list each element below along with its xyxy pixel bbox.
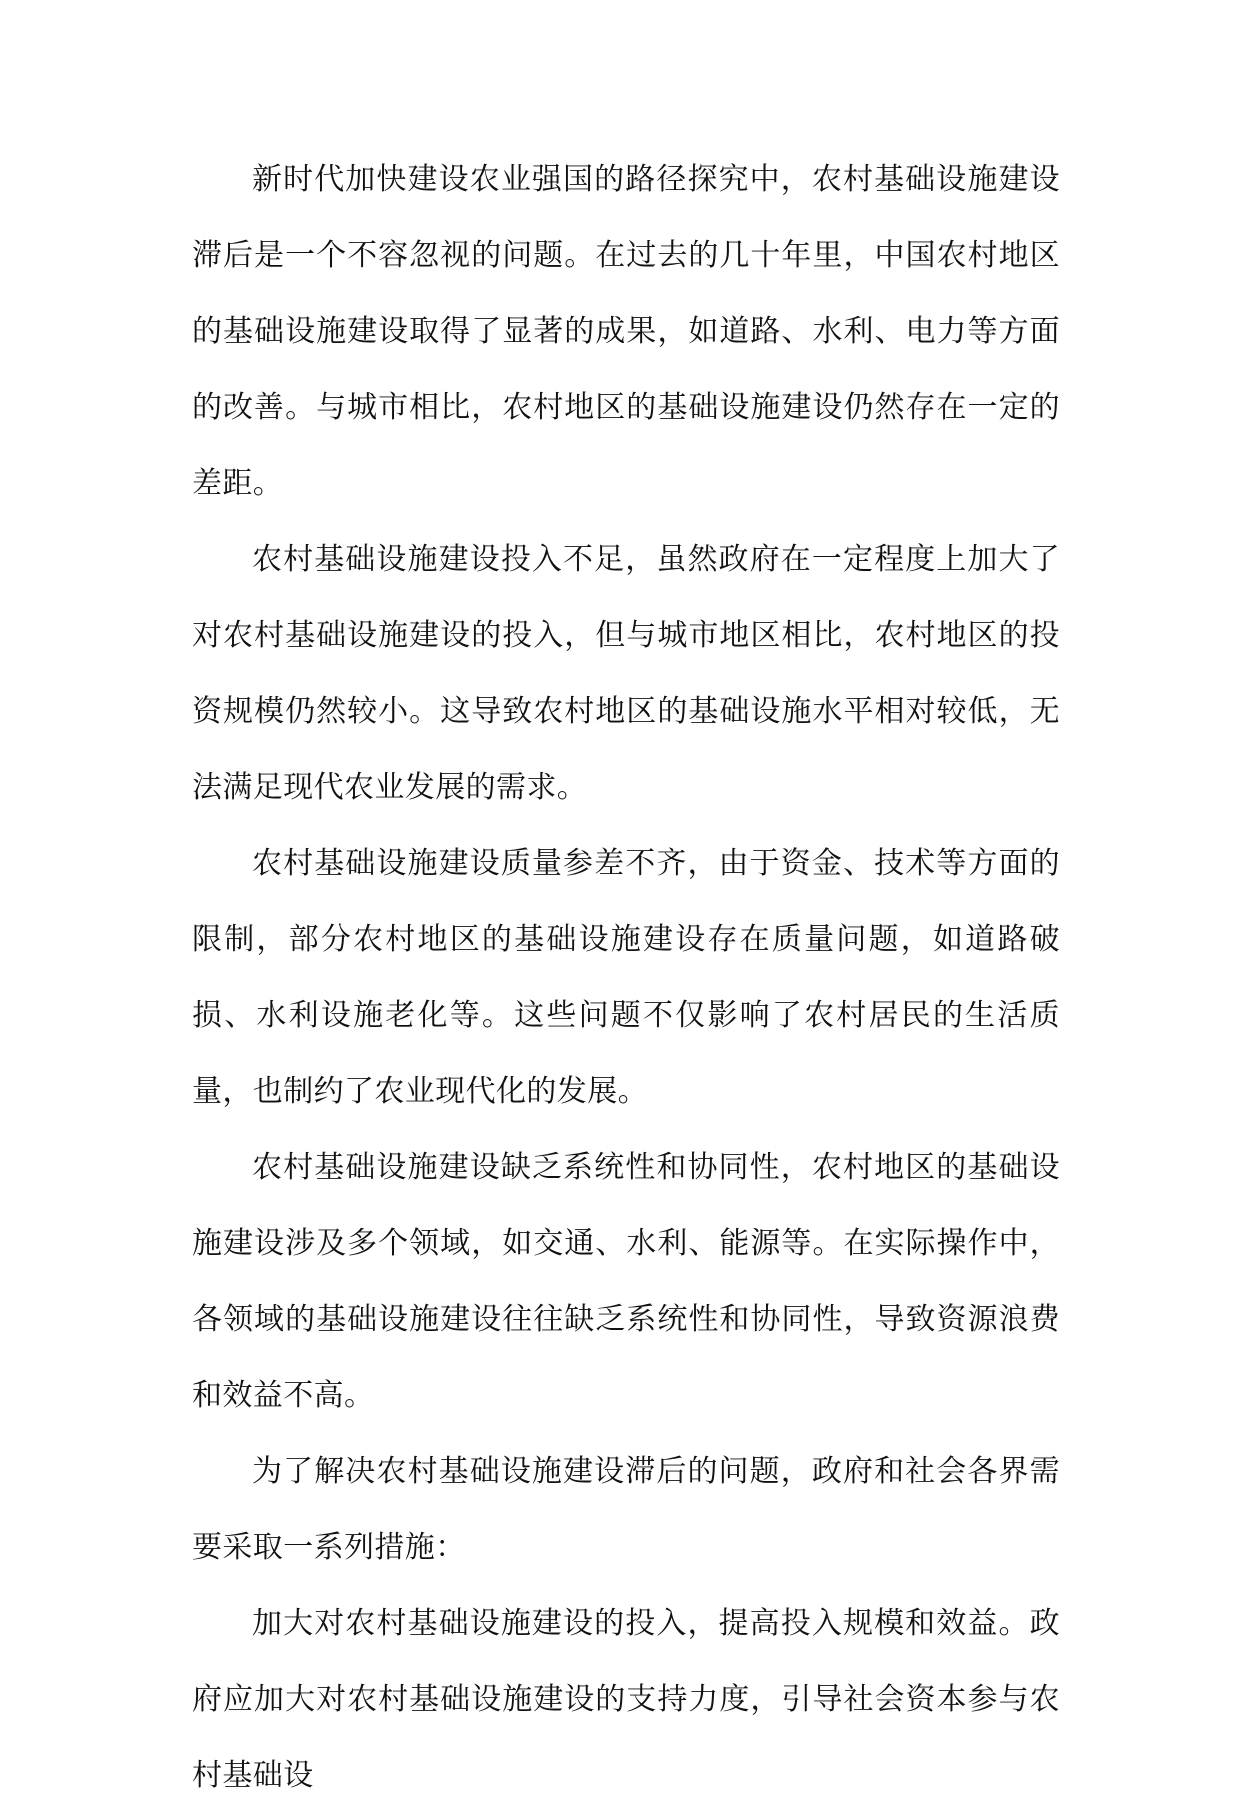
paragraph-4: 农村基础设施建设缺乏系统性和协同性，农村地区的基础设施建设涉及多个领域，如交通、水利、能源等。在实际操作中，各领域的基础设施建设往往缺乏系统性和协同性，导致资源浪费和效益不高。: [192, 1150, 1060, 1413]
paragraph-5: 为了解决农村基础设施建设滞后的问题，政府和社会各界需要采取一系列措施：: [192, 1454, 1060, 1565]
paragraph-6: 加大对农村基础设施建设的投入，提高投入规模和效益。政府应加大对农村基础设施建设的支持力度，引导社会资本参与农村基础设: [192, 1606, 1060, 1793]
paragraph-1: 新时代加快建设农业强国的路径探究中，农村基础设施建设滞后是一个不容忽视的问题。在过去的几十年里，中国农村地区的基础设施建设取得了显著的成果，如道路、水利、电力等方面的改善。与城市相比，农村地区的基础设施建设仍然存在一定的差距。: [192, 162, 1060, 501]
document-body: [192, 142, 1060, 1814]
paragraph-2: 农村基础设施建设投入不足，虽然政府在一定程度上加大了对农村基础设施建设的投入，但与城市地区相比，农村地区的投资规模仍然较小。这导致农村地区的基础设施水平相对较低，无法满足现代农业发展的需求。: [192, 542, 1060, 805]
paragraph-3: 农村基础设施建设质量参差不齐，由于资金、技术等方面的限制，部分农村地区的基础设施建设存在质量问题，如道路破损、水利设施老化等。这些问题不仅影响了农村居民的生活质量，也制约了农业现代化的发展。: [192, 846, 1060, 1109]
